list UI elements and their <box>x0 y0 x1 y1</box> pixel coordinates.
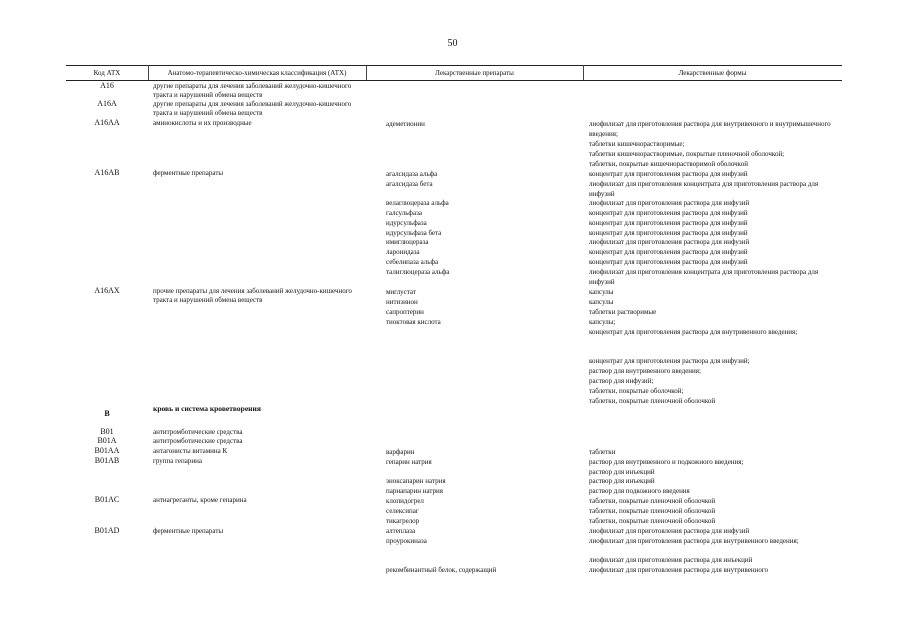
atx-code: B01AA <box>94 446 120 455</box>
atx-classification: ферментные препараты <box>153 527 224 535</box>
dosage-form: таблетки <box>589 448 616 456</box>
page-number: 50 <box>447 38 458 49</box>
dosage-form: раствор для инъекций <box>589 477 655 485</box>
dosage-form: концентрат для приготовления раствора для инфузий <box>589 258 748 266</box>
atx-code: A16A <box>97 99 117 108</box>
drug-name: парнапарин натрия <box>386 487 443 495</box>
dosage-form: лиофилизат для приготовления концентрата для приготовления раствора для инфузий <box>589 180 819 198</box>
drug-name: эноксапарин натрия <box>386 477 446 485</box>
dosage-form: лиофилизат для приготовления раствора для инфузий <box>589 527 750 535</box>
drug-name: тикагрелор <box>386 517 420 525</box>
dosage-form: раствор для инфузий; <box>589 377 654 385</box>
dosage-form: капсулы <box>589 298 614 306</box>
drug-name: идурсульфаза бета <box>386 229 442 237</box>
dosage-form: концентрат для приготовления раствора для инфузий <box>589 209 748 217</box>
drug-name: миглустат <box>386 288 416 296</box>
drug-name: рекомбинантный белок, содержащий <box>386 566 497 574</box>
drug-name: варфарин <box>386 448 415 456</box>
table-header-rule <box>66 80 842 81</box>
atx-classification: антагонисты витамина К <box>153 447 228 455</box>
dosage-form: лиофилизат для приготовления раствора для инъекций <box>589 556 753 564</box>
drug-name: нитизинон <box>386 298 418 306</box>
atx-classification: прочие препараты для лечения заболеваний желудочно-кишечного тракта и нарушений обмена веществ <box>153 287 352 304</box>
atx-classification: антиагреганты, кроме гепарина <box>153 496 247 504</box>
dosage-form: таблетки, покрытые оболочкой; <box>589 387 684 395</box>
drug-name: идурсульфаза <box>386 219 427 227</box>
dosage-form: лиофилизат для приготовления концентрата для приготовления раствора для инфузий <box>589 268 819 286</box>
header-forms: Лекарственные формы <box>678 69 747 77</box>
header-drugs: Лекарственные препараты <box>435 69 514 77</box>
dosage-form: таблетки, покрытые пленочной оболочкой <box>589 397 716 405</box>
drug-name: алтеплаза <box>386 527 416 535</box>
drug-name: сапроптерин <box>386 308 424 316</box>
atx-classification: группа гепарина <box>153 457 202 465</box>
dosage-form: лиофилизат для приготовления раствора для внутривенного и внутримышечного введения; <box>589 120 831 138</box>
dosage-form: таблетки, покрытые пленочной оболочкой <box>589 507 716 515</box>
drug-name: проурокиназа <box>386 537 427 545</box>
dosage-form: лиофилизат для приготовления раствора для инфузий <box>589 199 750 207</box>
drug-name: талиглюцераза альфа <box>386 268 450 276</box>
dosage-form: капсулы; <box>589 318 616 326</box>
dosage-form: лиофилизат для приготовления раствора для инфузий <box>589 238 750 246</box>
drug-name: себелипаза альфа <box>386 258 439 266</box>
drug-name: гепарин натрия <box>386 458 432 466</box>
dosage-form: таблетки кишечнорастворимые; <box>589 140 685 148</box>
drug-name: велаглюцераза альфа <box>386 199 449 207</box>
atx-code: A16 <box>100 81 114 90</box>
atx-classification: другие препараты для лечения заболеваний желудочно-кишечного тракта и нарушений обмена веществ <box>153 82 352 99</box>
atx-code: A16AA <box>94 118 120 127</box>
atx-code: B01AB <box>94 456 120 465</box>
dosage-form: раствор для инъекций <box>589 468 655 476</box>
dosage-form: концентрат для приготовления раствора для инфузий <box>589 170 748 178</box>
atx-code: A16AB <box>94 168 120 177</box>
dosage-form: таблетки, покрытые пленочной оболочкой <box>589 497 716 505</box>
dosage-form: таблетки, покрытые кишечнорастворимой оболочкой <box>589 160 748 168</box>
dosage-form: раствор для внутривенного и подкожного введения; <box>589 458 744 466</box>
dosage-form: таблетки кишечнорастворимые, покрытые пленочной оболочкой; <box>589 150 785 158</box>
dosage-form: раствор для внутривенного введения; <box>589 367 701 375</box>
atx-code: B01AD <box>94 526 120 535</box>
dosage-form: концентрат для приготовления раствора для инфузий <box>589 229 748 237</box>
drug-name: селексипаг <box>386 507 419 515</box>
dosage-form: лиофилизат для приготовления раствора для внутривенного <box>589 566 769 574</box>
drug-name: имиглюцераза <box>386 238 429 246</box>
dosage-form: концентрат для приготовления раствора для инфузий <box>589 248 748 256</box>
dosage-form: концентрат для приготовления раствора для инфузий <box>589 219 748 227</box>
dosage-form: концентрат для приготовления раствора для внутривенного введения; <box>589 328 798 336</box>
atx-code: B01A <box>97 436 117 445</box>
atx-code: A16AX <box>94 286 120 295</box>
dosage-form: таблетки растворимые <box>589 308 657 316</box>
drug-name: тиоктовая кислота <box>386 318 441 326</box>
header-code: Код АТХ <box>93 69 121 77</box>
dosage-form: капсулы <box>589 288 614 296</box>
atx-classification-section: кровь и система кроветворения <box>153 404 261 413</box>
drug-name: клопидогрел <box>386 497 424 505</box>
drug-name: агалсидаза альфа <box>386 170 438 178</box>
dosage-form: концентрат для приготовления раствора для инфузий; <box>589 357 750 365</box>
dosage-form: таблетки, покрытые пленочной оболочкой <box>589 517 716 525</box>
drug-name: галсульфаза <box>386 209 422 217</box>
drug-name: адеметионин <box>386 120 425 128</box>
atx-code: B01AC <box>94 495 120 504</box>
atx-classification: антитромботические средства <box>153 437 243 445</box>
atx-classification: антитромботические средства <box>153 428 243 436</box>
dosage-form: раствор для подкожного введения <box>589 487 690 495</box>
atx-code-section: B <box>104 409 110 418</box>
header-classification: Анатомо-терапевтическо-химическая классификация (АТХ) <box>167 69 347 77</box>
atx-code: B01 <box>100 427 114 436</box>
atx-classification: ферментные препараты <box>153 169 224 177</box>
dosage-form: лиофилизат для приготовления раствора для внутривенного введения; <box>589 537 799 545</box>
atx-classification: другие препараты для лечения заболеваний желудочно-кишечного тракта и нарушений обмена веществ <box>153 100 352 117</box>
atx-classification: аминокислоты и их производные <box>153 119 252 127</box>
drug-name: ларонидаза <box>386 248 420 256</box>
table-top-rule <box>66 65 842 66</box>
drug-name: агалсидаза бета <box>386 180 433 188</box>
